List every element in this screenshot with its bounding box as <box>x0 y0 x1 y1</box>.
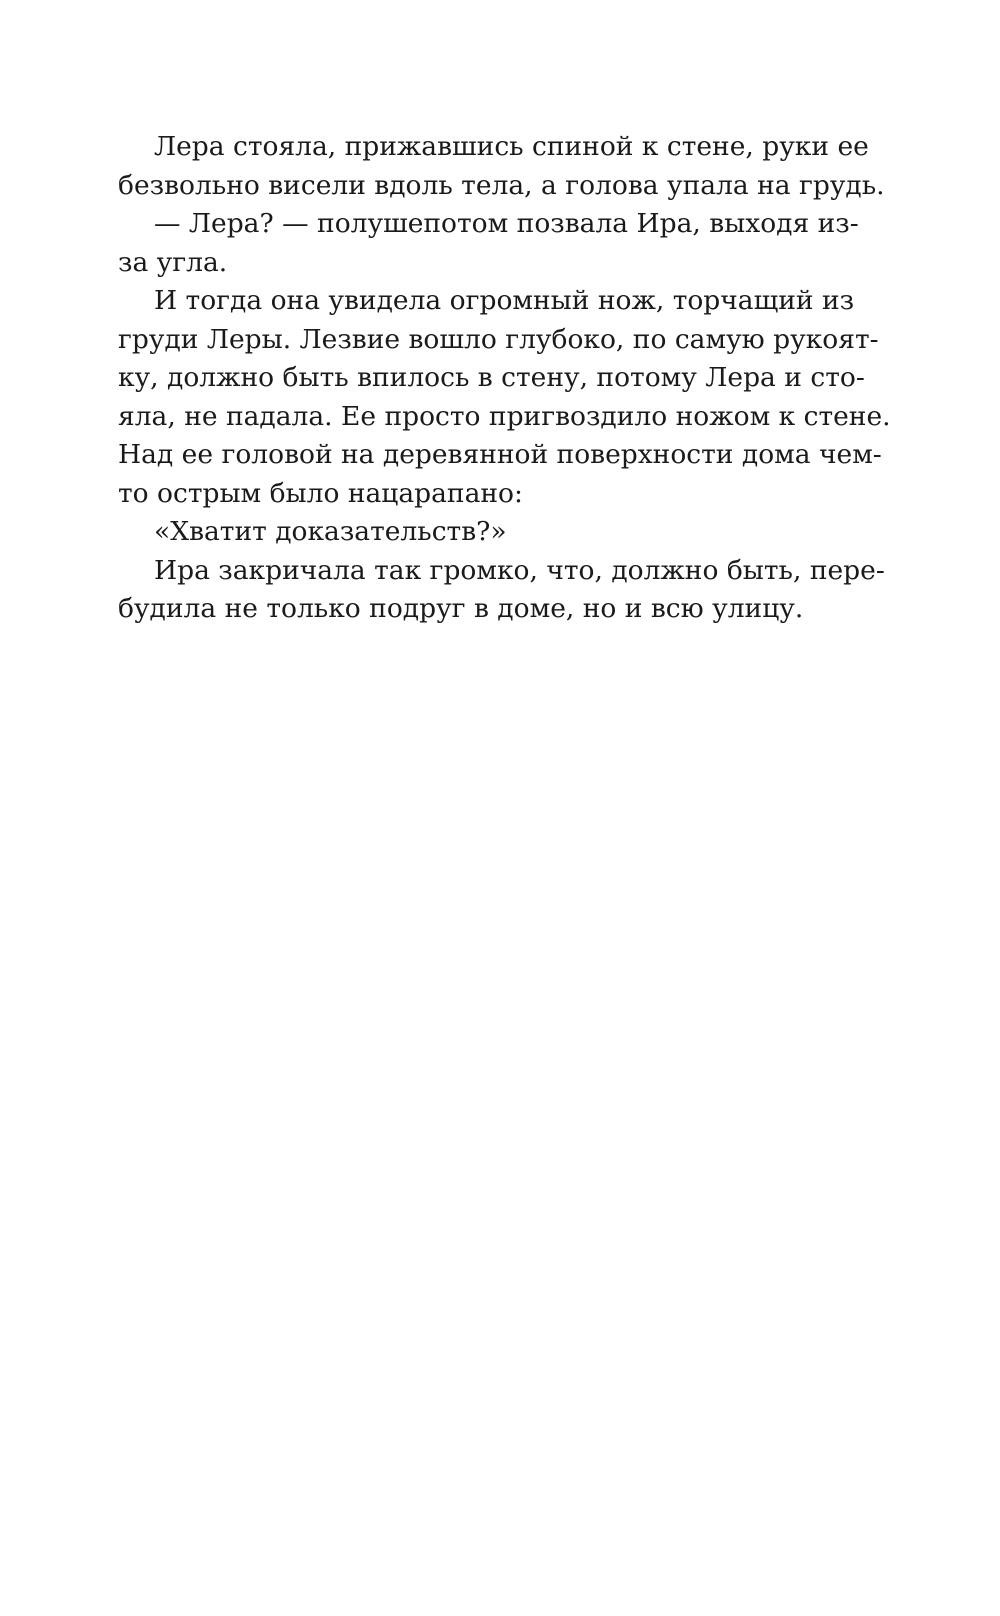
text-line: «Хватит доказательств?» <box>154 516 507 547</box>
body-text <box>118 128 891 629</box>
text-line: груди Леры. Лезвие вошло глубоко, по самую рукоят- <box>118 323 879 355</box>
text-line: безвольно висели вдоль тела, а голова упала на грудь. <box>118 169 885 201</box>
text-line: — Лера? — полушепотом позвала Ира, выходя из- <box>154 208 859 239</box>
text-line: ку, должно быть впилось в стену, потому Лера и сто- <box>118 362 865 393</box>
text-line: Лера стояла, прижавшись спиной к стене, руки ее <box>154 131 869 162</box>
text-line: за угла. <box>118 246 228 278</box>
text-line: будила не только подруг в доме, но и всю улицу. <box>118 593 804 624</box>
text-line: И тогда она увидела огромный нож, торчащий из <box>154 285 855 316</box>
text-line: то острым было нацарапано: <box>118 477 523 509</box>
text-line: яла, не падала. Ее просто пригвоздило ножом к стене. <box>118 400 891 432</box>
text-line: Ира закричала так громко, что, должно быть, пере- <box>154 554 885 586</box>
text-line: Над ее головой на деревянной поверхности дома чем- <box>118 439 882 470</box>
